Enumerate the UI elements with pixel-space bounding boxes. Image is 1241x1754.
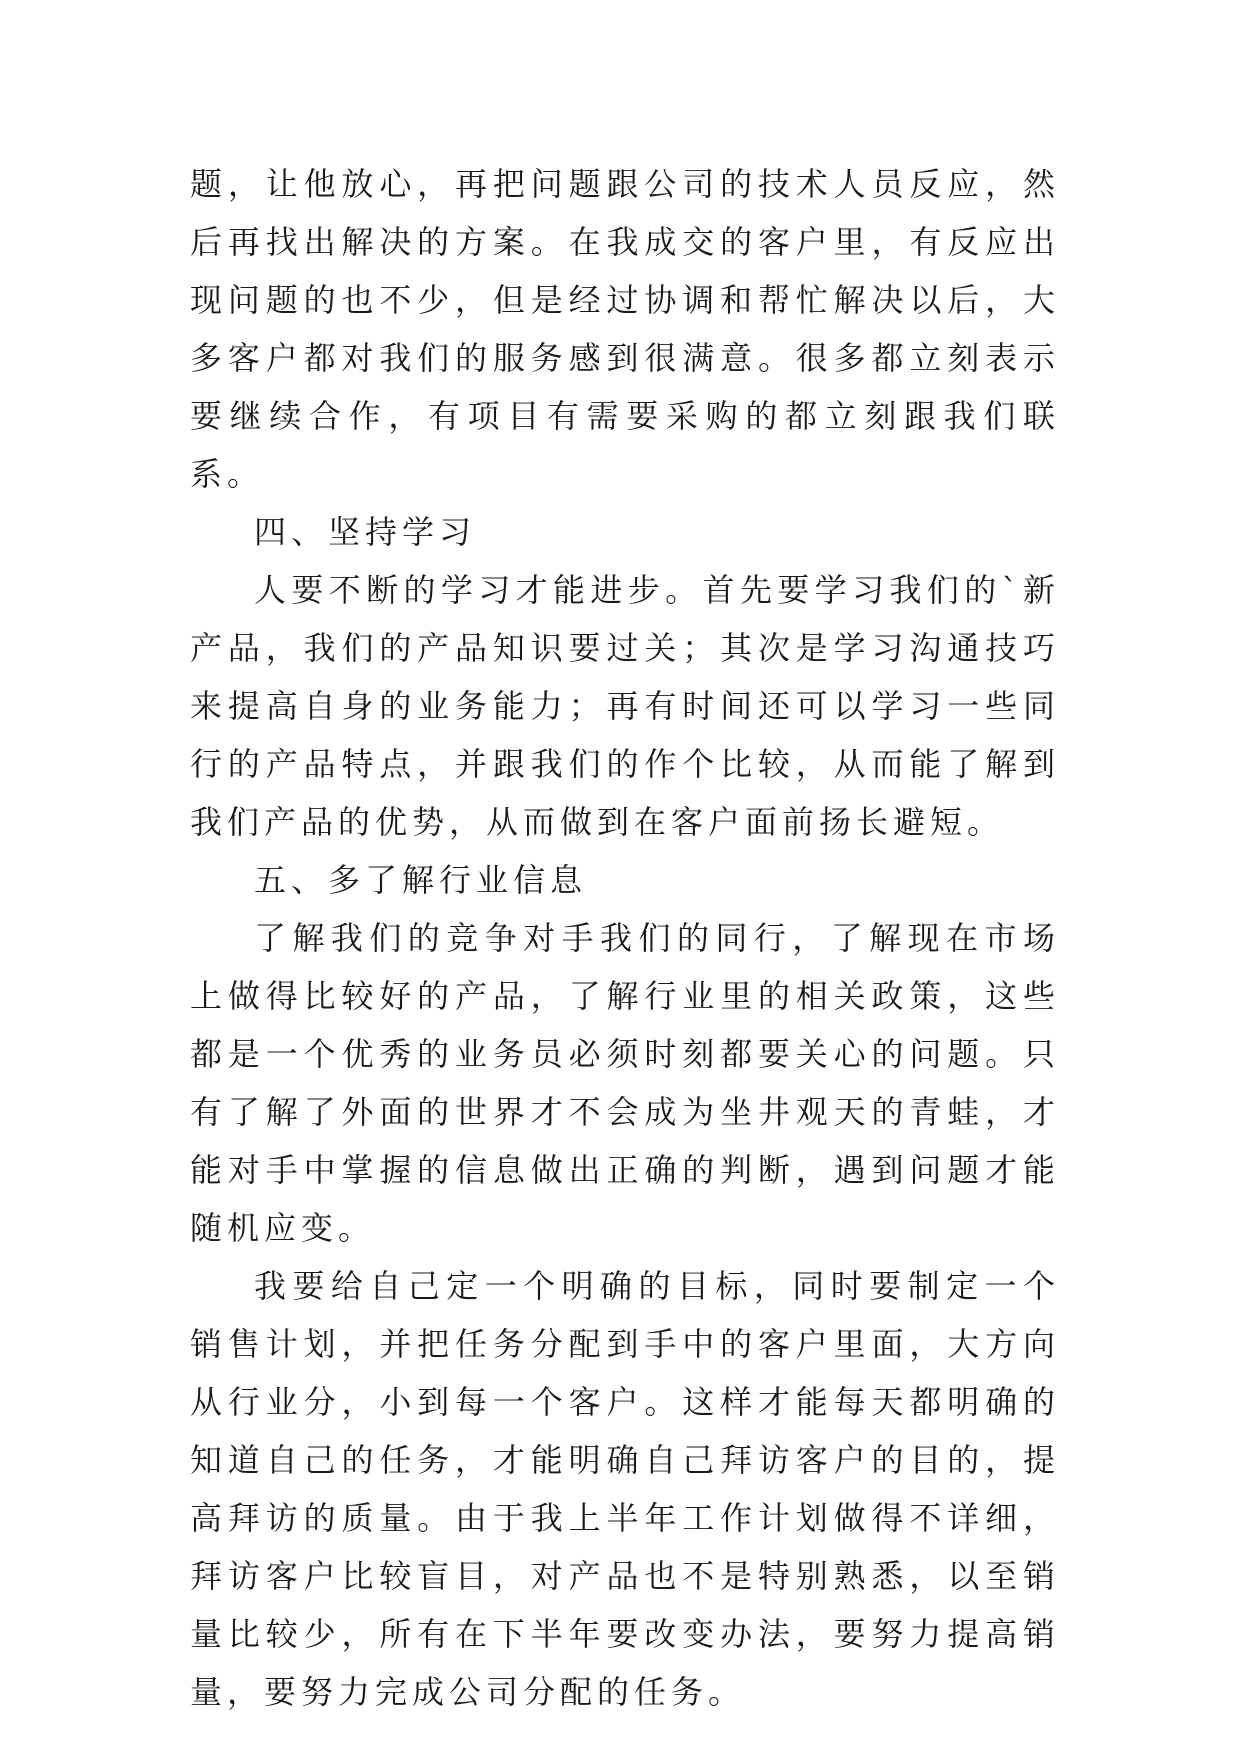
section-heading-5: 五、多了解行业信息 — [254, 861, 588, 899]
section-heading-4: 四、坚持学习 — [254, 513, 477, 551]
paragraph-learning: 人要不断的学习才能进步。首先要学习我们的`新产品，我们的产品知识要过关；其次是学习沟通技巧来提高自身的业务能力；再有时间还可以学习一些同行的产品特点，并跟我们的作个比较，从而能了解到我们产品的优势，从而做到在客户面前扬长避短。 — [190, 571, 1060, 841]
document-body — [190, 155, 1060, 1721]
paragraph-continued: 题，让他放心，再把问题跟公司的技术人员反应，然后再找出解决的方案。在我成交的客户里，有反应出现问题的也不少，但是经过协调和帮忙解决以后，大多客户都对我们的服务感到很满意。很多都立刻表示要继续合作，有项目有需要采购的都立刻跟我们联系。 — [190, 165, 1060, 493]
paragraph-industry-info: 了解我们的竞争对手我们的同行，了解现在市场上做得比较好的产品，了解行业里的相关政策，这些都是一个优秀的业务员必须时刻都要关心的问题。只有了解了外面的世界才不会成为坐井观天的青蛙，才能对手中掌握的信息做出正确的判断，遇到问题才能随机应变。 — [190, 919, 1060, 1247]
paragraph-goals: 我要给自己定一个明确的目标，同时要制定一个销售计划，并把任务分配到手中的客户里面，大方向从行业分，小到每一个客户。这样才能每天都明确的知道自己的任务，才能明确自己拜访客户的目的，提高拜访的质量。由于我上半年工作计划做得不详细，拜访客户比较盲目，对产品也不是特别熟悉，以至销量比较少，所有在下半年要改变办法，要努力提高销量，要努力完成公司分配的任务。 — [190, 1267, 1060, 1711]
